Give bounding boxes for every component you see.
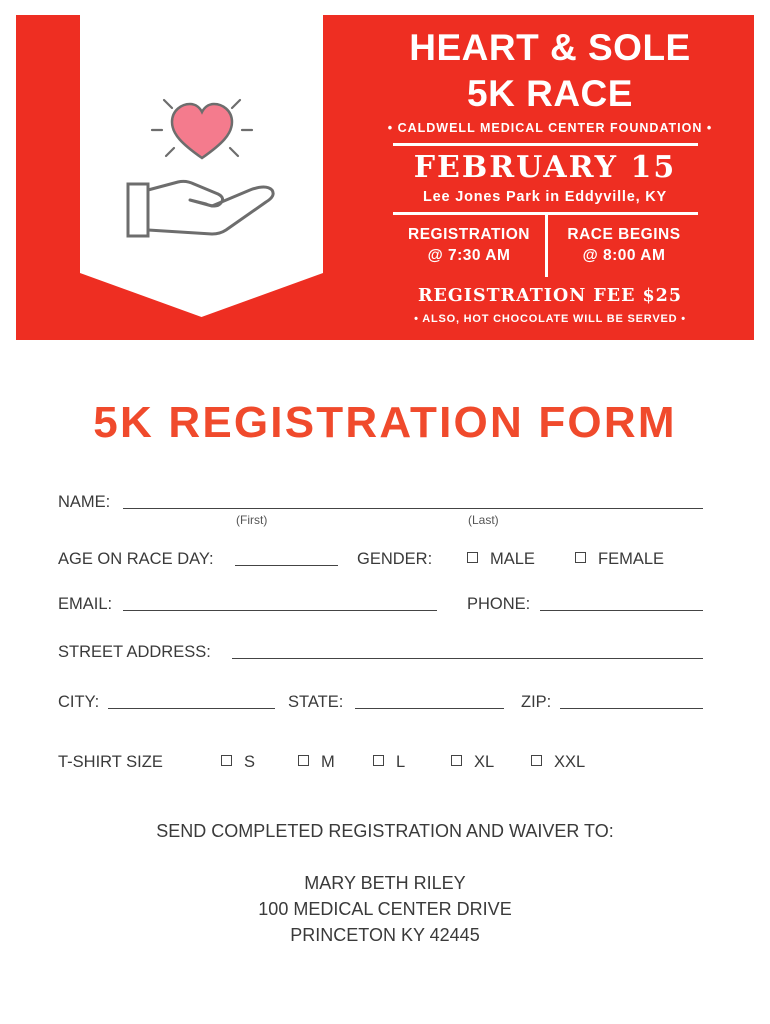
- checkbox-icon[interactable]: [531, 755, 542, 766]
- checkbox-icon[interactable]: [298, 755, 309, 766]
- city-field[interactable]: [108, 708, 275, 709]
- tshirt-option-xxl[interactable]: XXL: [531, 752, 585, 772]
- race-title-line1: HEART & SOLE: [409, 27, 691, 68]
- email-field[interactable]: [123, 610, 437, 611]
- foundation-name: • CALDWELL MEDICAL CENTER FOUNDATION •: [387, 121, 713, 135]
- form-title: 5K REGISTRATION FORM: [93, 398, 677, 447]
- zip-label: ZIP:: [521, 693, 552, 711]
- banner-divider-top: [393, 143, 698, 146]
- checkbox-icon[interactable]: [221, 755, 232, 766]
- race-location: Lee Jones Park in Eddyville, KY: [423, 189, 667, 205]
- email-label: EMAIL:: [58, 595, 113, 613]
- name-field[interactable]: [123, 508, 703, 509]
- age-label: AGE ON RACE DAY:: [58, 550, 214, 568]
- gender-label: GENDER:: [357, 550, 433, 568]
- zip-field[interactable]: [560, 708, 703, 709]
- address-city: PRINCETON KY 42445: [290, 925, 480, 945]
- checkbox-icon[interactable]: [575, 552, 586, 563]
- phone-field[interactable]: [540, 610, 703, 611]
- gender-option-male[interactable]: MALE: [467, 549, 535, 569]
- checkbox-icon[interactable]: [467, 552, 478, 563]
- street-address-label: STREET ADDRESS:: [58, 643, 211, 661]
- banner-divider-vertical: [545, 215, 548, 277]
- tshirt-option-s[interactable]: S: [221, 752, 255, 772]
- mailing-instruction: SEND COMPLETED REGISTRATION AND WAIVER TO:: [156, 821, 614, 841]
- tshirt-option-xl[interactable]: XL: [451, 752, 494, 772]
- first-name-hint: (First): [236, 513, 268, 527]
- age-field[interactable]: [235, 565, 338, 566]
- checkbox-icon[interactable]: [451, 755, 462, 766]
- state-field[interactable]: [355, 708, 504, 709]
- tshirt-size-label: T-SHIRT SIZE: [58, 753, 163, 771]
- street-address-field[interactable]: [232, 658, 703, 659]
- gender-option-female[interactable]: FEMALE: [575, 549, 664, 569]
- registration-time: @ 7:30 AM: [427, 247, 511, 264]
- race-title-line2: 5K RACE: [467, 73, 633, 114]
- hot-chocolate-note: • ALSO, HOT CHOCOLATE WILL BE SERVED •: [414, 313, 686, 325]
- name-label: NAME:: [58, 493, 111, 511]
- race-start-time: @ 8:00 AM: [582, 247, 666, 264]
- race-date: FEBRUARY 15: [413, 150, 677, 185]
- tshirt-option-m[interactable]: M: [298, 752, 335, 772]
- phone-label: PHONE:: [467, 595, 531, 613]
- checkbox-icon[interactable]: [373, 755, 384, 766]
- heart-in-hand-icon: [120, 90, 285, 245]
- last-name-hint: (Last): [468, 513, 499, 527]
- tshirt-option-l[interactable]: L: [373, 752, 405, 772]
- state-label: STATE:: [288, 693, 344, 711]
- race-start-label: RACE BEGINS: [567, 226, 681, 243]
- address-name: MARY BETH RILEY: [304, 873, 466, 893]
- city-label: CITY:: [58, 693, 100, 711]
- address-street: 100 MEDICAL CENTER DRIVE: [258, 899, 512, 919]
- registration-fee: REGISTRATION FEE $25: [417, 286, 683, 306]
- registration-label: REGISTRATION: [408, 226, 530, 243]
